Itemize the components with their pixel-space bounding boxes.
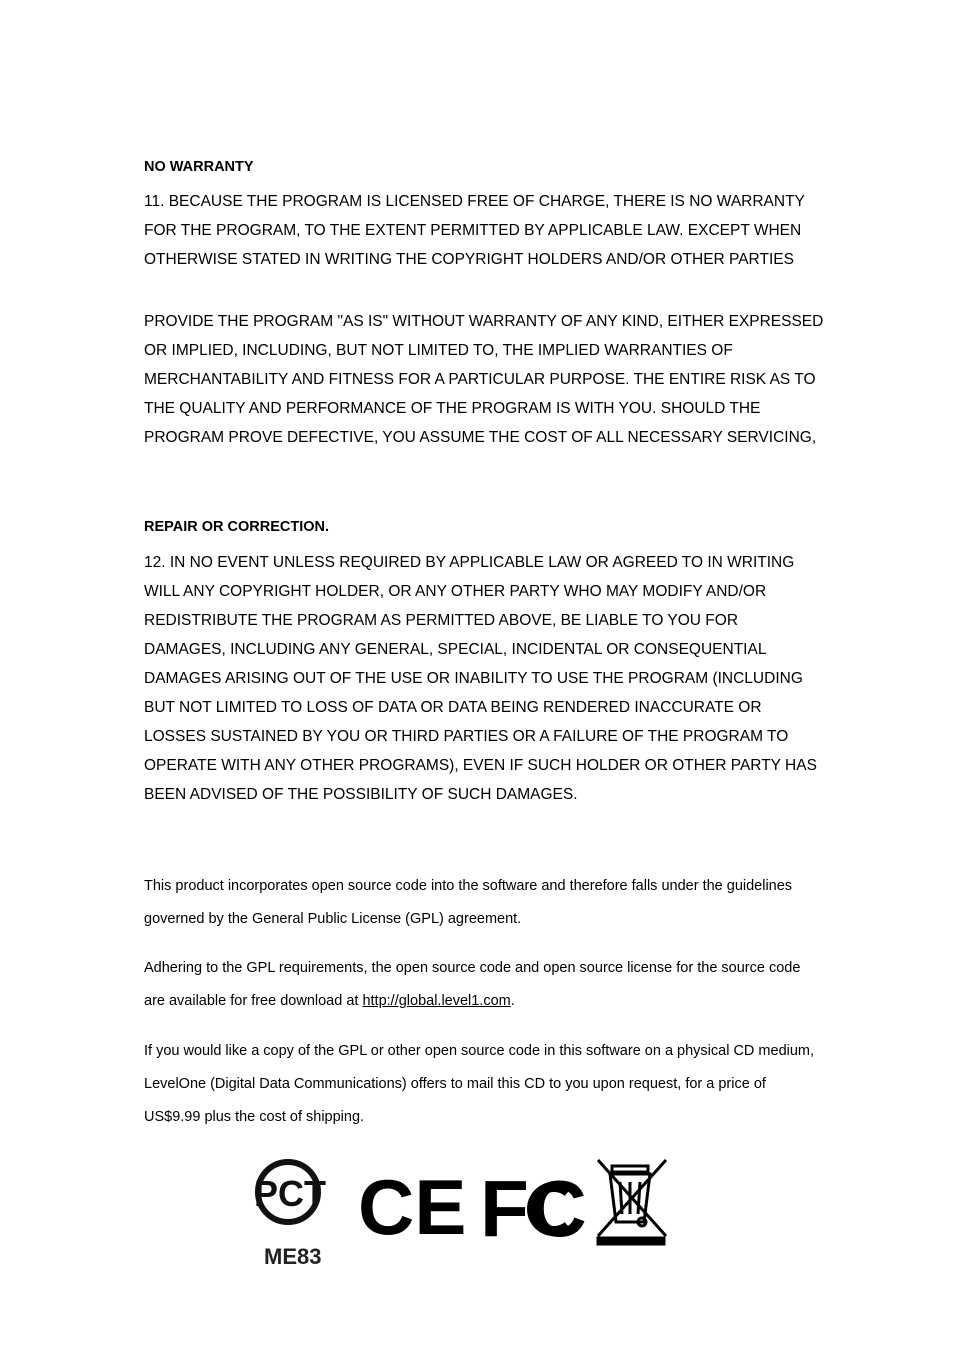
- gpl-paragraph-2-text: Adhering to the GPL requirements, the open source code and open source license for the source code are available for free download at: [144, 960, 801, 1009]
- fcc-mark-letters: FC: [480, 1164, 587, 1253]
- gpl-paragraph-1: This product incorporates open source code into the software and therefore falls under the guidelines governed by the General Public License (GPL) agreement.: [144, 878, 793, 927]
- repair-paragraph: 12. IN NO EVENT UNLESS REQUIRED BY APPLICABLE LAW OR AGREED TO IN WRITING WILL ANY COPYRIGHT HOLDER, OR ANY OTHER PARTY WHO MAY MODIFY AND/OR REDISTRIBUTE THE PROGRAM AS PERMITTED ABOVE, BE LIABLE TO YOU FOR DAMAGES, INCLUDING ANY GENERAL, SPECIAL, INCIDENTAL OR CONSEQUENTIAL DAMAGES ARISING OUT OF THE USE OR INABILITY TO USE THE PROGRAM (INCLUDING BUT NOT LIMITED TO LOSS OF DATA OR DATA BEING RENDERED INACCURATE OR LOSSES SUSTAINED BY YOU OR THIRD PARTIES OR A FAILURE OF THE PROGRAM TO OPERATE WITH ANY OTHER PROGRAMS), EVEN IF SUCH HOLDER OR OTHER PARTY HAS BEEN ADVISED OF THE POSSIBILITY OF SUCH DAMAGES.: [144, 554, 817, 803]
- pct-mark-icon: [254, 1162, 326, 1269]
- ce-mark-icon: [358, 1163, 466, 1251]
- gpl-paragraph-3: If you would like a copy of the GPL or other open source code in this software on a physical CD medium, LevelOne (Digital Data Communications) offers to mail this CD to you upon request, for a price of US$9.99 plus the cost of shipping.: [144, 1043, 815, 1125]
- pct-mark-code: ME83: [264, 1244, 322, 1269]
- repair-heading: REPAIR OR CORRECTION.: [144, 519, 330, 535]
- weee-bin-icon: [598, 1160, 666, 1244]
- certification-logos: [250, 1152, 680, 1272]
- ce-mark-letters: CE: [358, 1163, 467, 1251]
- fcc-mark-icon: [480, 1164, 587, 1253]
- gpl-paragraph-2-end: .: [510, 993, 515, 1009]
- no-warranty-paragraph-2: PROVIDE THE PROGRAM "AS IS" WITHOUT WARRANTY OF ANY KIND, EITHER EXPRESSED OR IMPLIED, INCLUDING, BUT NOT LIMITED TO, THE IMPLIED WARRANTIES OF MERCHANTABILITY AND FITNESS FOR A PARTICULAR PURPOSE. THE ENTIRE RISK AS TO THE QUALITY AND PERFORMANCE OF THE PROGRAM IS WITH YOU. SHOULD THE PROGRAM PROVE DEFECTIVE, YOU ASSUME THE COST OF ALL NECESSARY SERVICING,: [144, 313, 824, 446]
- gpl-paragraph-2: [144, 952, 824, 1018]
- no-warranty-heading: NO WARRANTY: [144, 159, 254, 175]
- no-warranty-paragraph-1: 11. BECAUSE THE PROGRAM IS LICENSED FREE OF CHARGE, THERE IS NO WARRANTY FOR THE PROGRAM, TO THE EXTENT PERMITTED BY APPLICABLE LAW. EXCEPT WHEN OTHERWISE STATED IN WRITING THE COPYRIGHT HOLDERS AND/OR OTHER PARTIES: [144, 193, 805, 268]
- pct-mark-letters: PCT: [254, 1173, 326, 1214]
- level1-download-link[interactable]: http://global.level1.com: [362, 993, 511, 1009]
